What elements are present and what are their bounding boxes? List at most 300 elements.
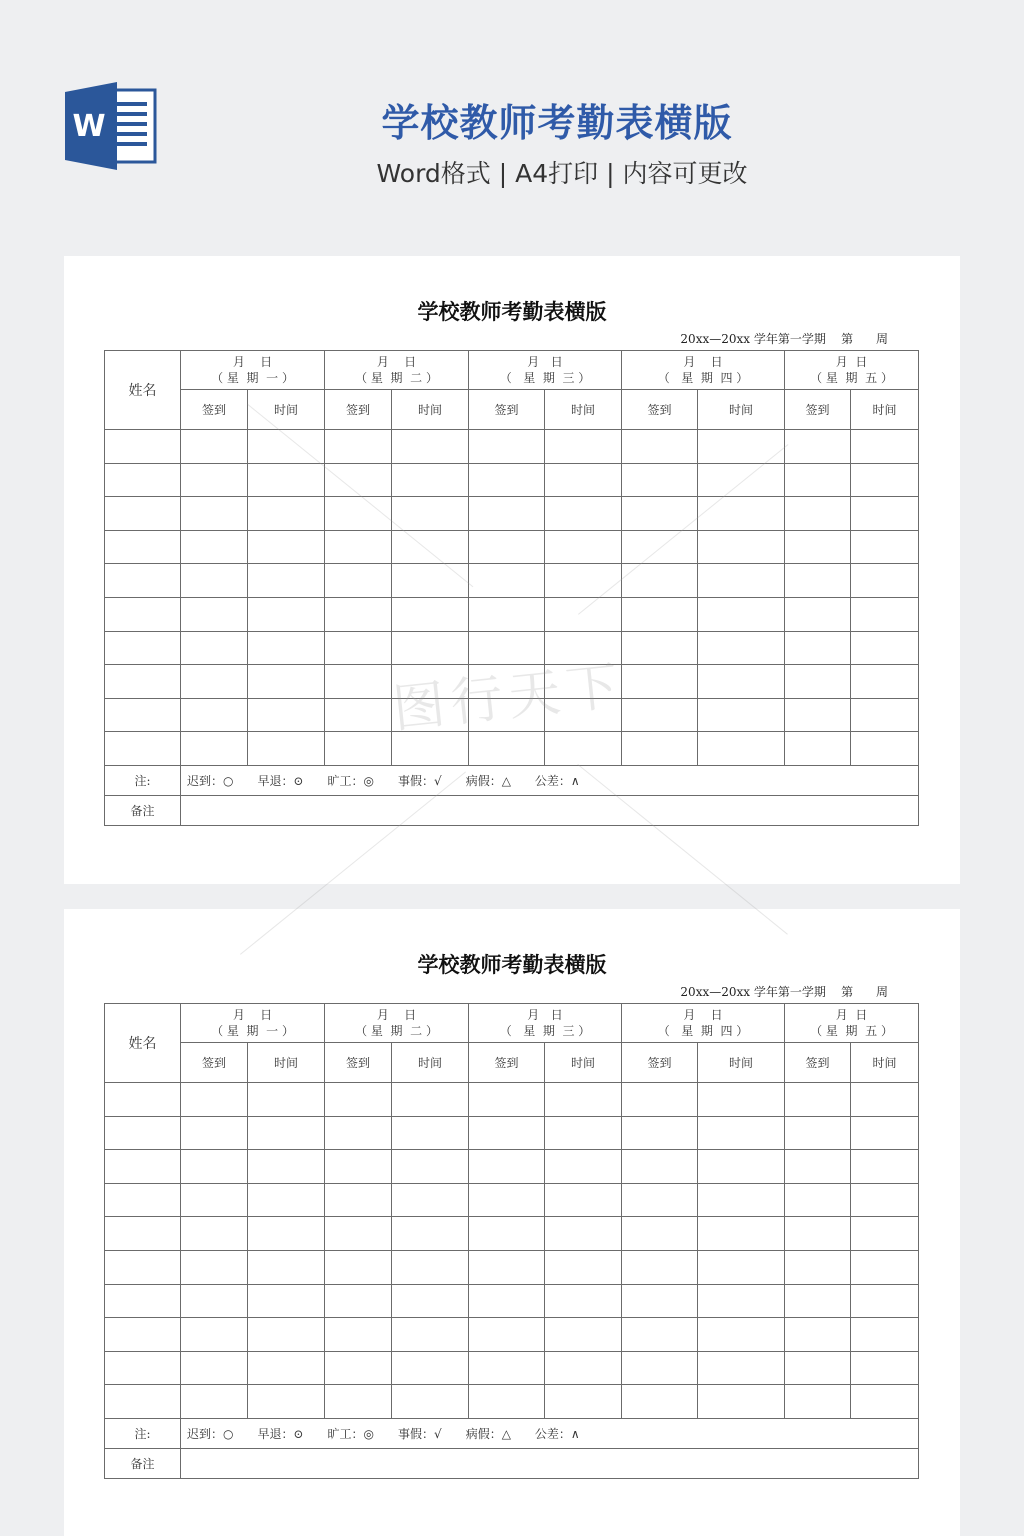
table-cell[interactable]: [325, 732, 392, 766]
table-cell[interactable]: [545, 1318, 622, 1352]
remark-label: 备注: [105, 795, 181, 825]
table-cell[interactable]: [325, 463, 392, 497]
table-cell[interactable]: [248, 1150, 325, 1184]
table-cell[interactable]: [325, 1150, 392, 1184]
table-cell[interactable]: [248, 1250, 325, 1284]
table-cell[interactable]: [181, 1183, 248, 1217]
table-cell[interactable]: [105, 430, 181, 464]
table-cell[interactable]: [698, 1318, 785, 1352]
table-cell[interactable]: [622, 1183, 698, 1217]
table-cell[interactable]: [248, 665, 325, 699]
weekday-label: （ 星 期 一 ）: [211, 371, 294, 385]
table-cell[interactable]: [545, 1250, 622, 1284]
table-cell[interactable]: [851, 732, 919, 766]
table-cell[interactable]: [105, 1150, 181, 1184]
table-cell[interactable]: [325, 430, 392, 464]
table-cell[interactable]: [622, 1150, 698, 1184]
table-cell[interactable]: [392, 1351, 469, 1385]
name-column-header: 姓名: [105, 351, 181, 430]
table-cell[interactable]: [698, 564, 785, 598]
legend-item: 旷工：◎: [327, 1426, 375, 1441]
hero-subtitle: Word格式 | A4打印 | 内容可更改: [376, 159, 748, 188]
table-cell[interactable]: [469, 1318, 545, 1352]
table-cell[interactable]: [105, 1385, 181, 1419]
table-cell[interactable]: [392, 597, 469, 631]
table-cell[interactable]: [181, 497, 248, 531]
table-cell[interactable]: [105, 1318, 181, 1352]
table-cell[interactable]: [469, 1150, 545, 1184]
table-cell[interactable]: [181, 1318, 248, 1352]
table-row: [105, 430, 919, 464]
table-cell[interactable]: [392, 1318, 469, 1352]
table-cell[interactable]: [248, 564, 325, 598]
table-cell[interactable]: [545, 597, 622, 631]
table-cell[interactable]: [105, 698, 181, 732]
table-cell[interactable]: [622, 665, 698, 699]
table-cell[interactable]: [545, 430, 622, 464]
table-cell[interactable]: [785, 732, 851, 766]
table-cell[interactable]: [392, 1183, 469, 1217]
sign-in-header: 签到: [785, 390, 851, 430]
table-cell[interactable]: [181, 1116, 248, 1150]
table-cell[interactable]: [325, 1284, 392, 1318]
time-header: 时间: [545, 1043, 622, 1083]
table-cell[interactable]: [181, 1385, 248, 1419]
table-cell[interactable]: [851, 665, 919, 699]
table-cell[interactable]: [181, 1150, 248, 1184]
month-day-label: 月 日: [683, 1008, 723, 1022]
time-header: 时间: [545, 390, 622, 430]
table-cell[interactable]: [545, 497, 622, 531]
table-cell[interactable]: [248, 1116, 325, 1150]
table-cell[interactable]: [392, 530, 469, 564]
table-cell[interactable]: [392, 1116, 469, 1150]
day-header: [325, 351, 469, 390]
table-cell[interactable]: [698, 1183, 785, 1217]
table-cell[interactable]: [698, 497, 785, 531]
table-cell[interactable]: [392, 1217, 469, 1251]
table-cell[interactable]: [545, 631, 622, 665]
table-cell[interactable]: [469, 497, 545, 531]
hero-title: 学校教师考勤表横版: [381, 101, 733, 145]
remark-cell[interactable]: [181, 795, 919, 825]
table-cell[interactable]: [469, 698, 545, 732]
table-cell[interactable]: [181, 732, 248, 766]
table-cell[interactable]: [181, 1250, 248, 1284]
time-header: 时间: [698, 390, 785, 430]
table-cell[interactable]: [181, 530, 248, 564]
table-cell[interactable]: [545, 732, 622, 766]
table-cell[interactable]: [785, 665, 851, 699]
document-page-2: [64, 909, 960, 1536]
table-cell[interactable]: [851, 1116, 919, 1150]
table-cell[interactable]: [181, 463, 248, 497]
table-cell[interactable]: [469, 665, 545, 699]
table-cell[interactable]: [851, 1150, 919, 1184]
table-cell[interactable]: [181, 1083, 248, 1117]
table-row: [105, 1083, 919, 1117]
month-day-label: 月 日: [835, 355, 868, 369]
table-cell[interactable]: [851, 1250, 919, 1284]
table-cell[interactable]: [851, 430, 919, 464]
table-cell[interactable]: [469, 1385, 545, 1419]
document-title: 学校教师考勤表横版: [417, 952, 607, 977]
table-cell[interactable]: [469, 1351, 545, 1385]
table-cell[interactable]: [248, 497, 325, 531]
table-cell[interactable]: [545, 1385, 622, 1419]
table-cell[interactable]: [392, 732, 469, 766]
legend-item: 病假：△: [465, 1426, 511, 1441]
table-cell[interactable]: [325, 530, 392, 564]
table-cell[interactable]: [698, 698, 785, 732]
table-cell[interactable]: [622, 1083, 698, 1117]
semester-week-line: 20xx—20xx 学年第一学期 第 周: [680, 332, 888, 346]
note-label: 注:: [105, 765, 181, 795]
time-header: 时间: [392, 1043, 469, 1083]
weekday-label: （ 星 期 三 ）: [499, 371, 591, 385]
table-cell[interactable]: [622, 698, 698, 732]
day-header: [469, 351, 622, 390]
table-cell[interactable]: [785, 1150, 851, 1184]
table-cell[interactable]: [105, 665, 181, 699]
table-cell[interactable]: [325, 564, 392, 598]
table-cell[interactable]: [325, 1351, 392, 1385]
sign-in-header: 签到: [622, 390, 698, 430]
table-cell[interactable]: [785, 564, 851, 598]
table-cell[interactable]: [105, 1217, 181, 1251]
table-cell[interactable]: [248, 1217, 325, 1251]
table-cell[interactable]: [325, 1250, 392, 1284]
table-cell[interactable]: [105, 463, 181, 497]
table-cell[interactable]: [248, 597, 325, 631]
legend-item: 公差：∧: [534, 1426, 580, 1441]
table-cell[interactable]: [105, 1351, 181, 1385]
table-cell[interactable]: [469, 631, 545, 665]
table-cell[interactable]: [622, 597, 698, 631]
table-cell[interactable]: [105, 1284, 181, 1318]
table-cell[interactable]: [851, 564, 919, 598]
table-cell[interactable]: [392, 1083, 469, 1117]
legend-item: 公差：∧: [534, 773, 580, 788]
table-row: [105, 1351, 919, 1385]
table-cell[interactable]: [698, 1385, 785, 1419]
table-cell[interactable]: [698, 631, 785, 665]
sign-in-header: 签到: [181, 390, 248, 430]
weekday-label: （ 星 期 三 ）: [499, 1024, 591, 1038]
table-cell[interactable]: [851, 698, 919, 732]
table-cell[interactable]: [698, 1351, 785, 1385]
table-cell[interactable]: [181, 564, 248, 598]
table-cell[interactable]: [469, 1116, 545, 1150]
table-cell[interactable]: [392, 1284, 469, 1318]
table-cell[interactable]: [785, 497, 851, 531]
table-cell[interactable]: [325, 597, 392, 631]
table-cell[interactable]: [105, 1250, 181, 1284]
table-cell[interactable]: [545, 1217, 622, 1251]
semester-week-line: 20xx—20xx 学年第一学期 第 周: [680, 985, 888, 999]
table-cell[interactable]: [851, 497, 919, 531]
table-cell[interactable]: [105, 597, 181, 631]
table-cell[interactable]: [181, 665, 248, 699]
table-cell[interactable]: [105, 530, 181, 564]
table-row: [105, 463, 919, 497]
table-cell[interactable]: [545, 1150, 622, 1184]
table-cell[interactable]: [248, 1083, 325, 1117]
table-cell[interactable]: [622, 1250, 698, 1284]
table-cell[interactable]: [622, 1318, 698, 1352]
table-cell[interactable]: [851, 530, 919, 564]
table-cell[interactable]: [785, 463, 851, 497]
note-label: 注:: [105, 1418, 181, 1448]
document-title: 学校教师考勤表横版: [417, 299, 607, 324]
table-cell[interactable]: [545, 530, 622, 564]
legend-item: 病假：△: [465, 773, 511, 788]
table-cell[interactable]: [545, 463, 622, 497]
table-cell[interactable]: [469, 1284, 545, 1318]
table-cell[interactable]: [105, 1116, 181, 1150]
table-cell[interactable]: [181, 1284, 248, 1318]
day-header: [785, 351, 919, 390]
table-cell[interactable]: [851, 1217, 919, 1251]
table-cell[interactable]: [785, 430, 851, 464]
table-cell[interactable]: [622, 631, 698, 665]
month-day-label: 月 日: [376, 355, 417, 369]
weekday-label: （ 星 期 五 ）: [810, 371, 893, 385]
table-cell[interactable]: [392, 698, 469, 732]
table-cell[interactable]: [325, 1217, 392, 1251]
table-cell[interactable]: [545, 1083, 622, 1117]
table-cell[interactable]: [248, 732, 325, 766]
table-cell[interactable]: [469, 430, 545, 464]
table-cell[interactable]: [105, 732, 181, 766]
sign-in-header: 签到: [325, 1043, 392, 1083]
day-header: [469, 1004, 622, 1043]
legend-item: 事假：√: [398, 1426, 442, 1441]
table-cell[interactable]: [545, 564, 622, 598]
month-day-label: 月 日: [835, 1008, 868, 1022]
sign-in-header: 签到: [622, 1043, 698, 1083]
table-row: [105, 597, 919, 631]
table-cell[interactable]: [105, 1183, 181, 1217]
table-cell[interactable]: [851, 597, 919, 631]
table-cell[interactable]: [392, 1150, 469, 1184]
table-cell[interactable]: [392, 631, 469, 665]
table-cell[interactable]: [785, 1284, 851, 1318]
table-cell[interactable]: [105, 497, 181, 531]
table-cell[interactable]: [325, 698, 392, 732]
table-cell[interactable]: [851, 1183, 919, 1217]
table-cell[interactable]: [622, 1284, 698, 1318]
day-header: [785, 1004, 919, 1043]
time-header: 时间: [248, 1043, 325, 1083]
table-cell[interactable]: [545, 1116, 622, 1150]
table-cell[interactable]: [698, 1083, 785, 1117]
table-cell[interactable]: [469, 1183, 545, 1217]
sign-in-header: 签到: [181, 1043, 248, 1083]
table-cell[interactable]: [785, 1116, 851, 1150]
legend-item: 旷工：◎: [327, 773, 375, 788]
table-cell[interactable]: [181, 1351, 248, 1385]
table-cell[interactable]: [248, 1183, 325, 1217]
table-row: [105, 698, 919, 732]
weekday-label: （ 星 期 一 ）: [211, 1024, 294, 1038]
document-page-1: [64, 256, 960, 884]
sign-in-header: 签到: [325, 390, 392, 430]
table-cell[interactable]: [545, 665, 622, 699]
month-day-label: 月 日: [527, 1008, 563, 1022]
table-cell[interactable]: [325, 1083, 392, 1117]
table-cell[interactable]: [698, 665, 785, 699]
month-day-label: 月 日: [376, 1008, 417, 1022]
table-cell[interactable]: [248, 463, 325, 497]
table-cell[interactable]: [698, 1116, 785, 1150]
table-cell[interactable]: [851, 463, 919, 497]
table-cell[interactable]: [785, 1351, 851, 1385]
table-cell[interactable]: [785, 597, 851, 631]
table-row: [105, 1318, 919, 1352]
time-header: 时间: [698, 1043, 785, 1083]
table-cell[interactable]: [105, 1083, 181, 1117]
month-day-label: 月 日: [232, 1008, 273, 1022]
table-row: [105, 631, 919, 665]
table-cell[interactable]: [181, 631, 248, 665]
table-cell[interactable]: [248, 1351, 325, 1385]
table-cell[interactable]: [325, 1318, 392, 1352]
remark-cell[interactable]: [181, 1448, 919, 1478]
table-cell[interactable]: [392, 1250, 469, 1284]
table-cell[interactable]: [698, 1217, 785, 1251]
table-cell[interactable]: [469, 597, 545, 631]
table-cell[interactable]: [469, 463, 545, 497]
table-cell[interactable]: [181, 597, 248, 631]
table-cell[interactable]: [392, 497, 469, 531]
table-cell[interactable]: [325, 1183, 392, 1217]
table-cell[interactable]: [181, 430, 248, 464]
table-cell[interactable]: [785, 631, 851, 665]
table-cell[interactable]: [545, 698, 622, 732]
table-cell[interactable]: [545, 1183, 622, 1217]
table-cell[interactable]: [698, 1150, 785, 1184]
name-column-header: 姓名: [105, 1004, 181, 1083]
table-cell[interactable]: [698, 732, 785, 766]
table-cell[interactable]: [851, 1083, 919, 1117]
table-cell[interactable]: [622, 1351, 698, 1385]
sign-in-header: 签到: [469, 390, 545, 430]
sign-in-header: 签到: [785, 1043, 851, 1083]
table-cell[interactable]: [785, 698, 851, 732]
table-cell[interactable]: [785, 1318, 851, 1352]
table-cell[interactable]: [392, 564, 469, 598]
table-cell[interactable]: [248, 530, 325, 564]
table-cell[interactable]: [469, 1083, 545, 1117]
table-cell[interactable]: [851, 1385, 919, 1419]
table-cell[interactable]: [622, 1217, 698, 1251]
legend-cell: [181, 1418, 919, 1448]
legend-item: 迟到：○: [187, 773, 234, 788]
legend-item: 早退：⊙: [257, 1426, 304, 1441]
table-cell[interactable]: [622, 430, 698, 464]
table-cell[interactable]: [248, 1385, 325, 1419]
table-cell[interactable]: [785, 1183, 851, 1217]
table-cell[interactable]: [785, 1083, 851, 1117]
table-cell[interactable]: [851, 1318, 919, 1352]
table-cell[interactable]: [851, 631, 919, 665]
month-day-label: 月 日: [232, 355, 273, 369]
table-cell[interactable]: [105, 631, 181, 665]
table-cell[interactable]: [545, 1351, 622, 1385]
table-cell[interactable]: [469, 1217, 545, 1251]
month-day-label: 月 日: [527, 355, 563, 369]
table-cell[interactable]: [851, 1284, 919, 1318]
table-cell[interactable]: [698, 1284, 785, 1318]
table-row: [105, 564, 919, 598]
table-cell[interactable]: [392, 463, 469, 497]
table-cell[interactable]: [622, 463, 698, 497]
attendance-table: [104, 350, 919, 826]
table-row: [105, 1217, 919, 1251]
legend-item: 事假：√: [398, 773, 442, 788]
table-cell[interactable]: [622, 732, 698, 766]
table-cell[interactable]: [392, 1385, 469, 1419]
table-cell[interactable]: [545, 1284, 622, 1318]
table-row: [105, 1385, 919, 1419]
table-cell[interactable]: [698, 1250, 785, 1284]
table-cell[interactable]: [325, 665, 392, 699]
day-header: [622, 1004, 785, 1043]
time-header: 时间: [851, 390, 919, 430]
table-cell[interactable]: [325, 1116, 392, 1150]
table-cell[interactable]: [469, 1250, 545, 1284]
table-cell[interactable]: [248, 631, 325, 665]
month-day-label: 月 日: [683, 355, 723, 369]
table-row: [105, 665, 919, 699]
table-cell[interactable]: [325, 631, 392, 665]
table-cell[interactable]: [181, 1217, 248, 1251]
table-cell[interactable]: [785, 1217, 851, 1251]
table-cell[interactable]: [392, 430, 469, 464]
weekday-label: （ 星 期 四 ）: [657, 1024, 749, 1038]
time-header: 时间: [851, 1043, 919, 1083]
table-row: [105, 530, 919, 564]
table-cell[interactable]: [248, 1284, 325, 1318]
table-cell[interactable]: [325, 1385, 392, 1419]
table-cell[interactable]: [785, 1250, 851, 1284]
weekday-label: （ 星 期 五 ）: [810, 1024, 893, 1038]
table-row: [105, 1116, 919, 1150]
table-cell[interactable]: [105, 564, 181, 598]
table-cell[interactable]: [392, 665, 469, 699]
table-cell[interactable]: [469, 564, 545, 598]
legend-cell: [181, 765, 919, 795]
table-cell[interactable]: [698, 530, 785, 564]
time-header: 时间: [392, 390, 469, 430]
table-cell[interactable]: [248, 698, 325, 732]
table-cell[interactable]: [469, 530, 545, 564]
table-cell[interactable]: [248, 1318, 325, 1352]
table-cell[interactable]: [698, 463, 785, 497]
table-cell[interactable]: [785, 530, 851, 564]
day-header: [325, 1004, 469, 1043]
attendance-table: [104, 1003, 919, 1479]
table-cell[interactable]: [469, 732, 545, 766]
table-cell[interactable]: [785, 1385, 851, 1419]
table-cell[interactable]: [622, 1116, 698, 1150]
legend-item: 迟到：○: [187, 1426, 234, 1441]
table-cell[interactable]: [622, 1385, 698, 1419]
table-cell[interactable]: [181, 698, 248, 732]
table-cell[interactable]: [851, 1351, 919, 1385]
table-cell[interactable]: [698, 597, 785, 631]
